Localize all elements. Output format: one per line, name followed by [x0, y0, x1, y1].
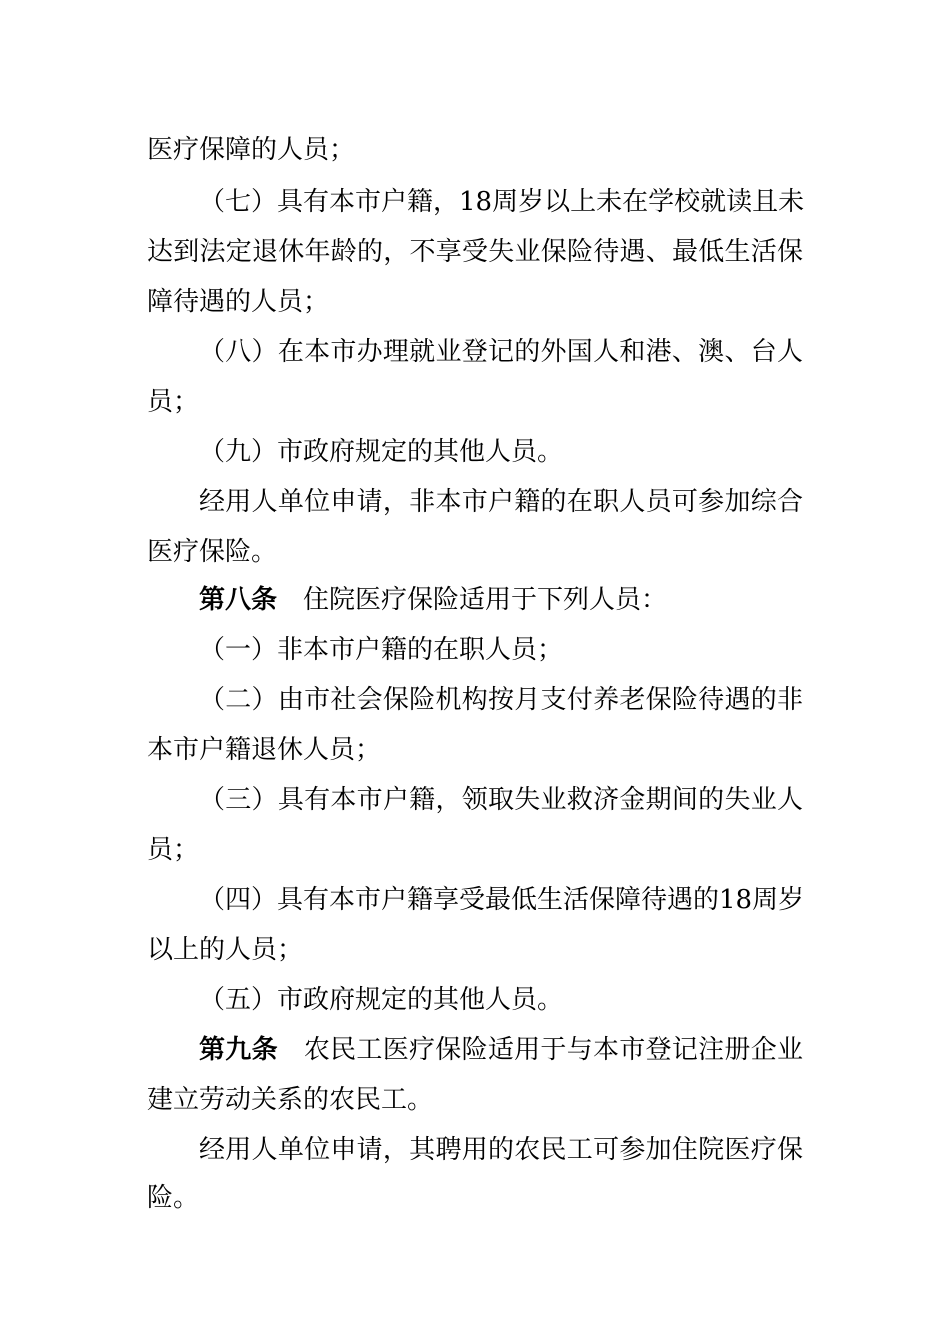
text-line: 医疗保险。	[147, 537, 278, 567]
text-line: 以上的人员；	[147, 935, 304, 965]
article-8-heading: 第八条	[199, 585, 278, 615]
text-line: 员；	[147, 835, 200, 865]
article-9-text: 农民工医疗保险适用于与本市登记注册企业	[303, 1035, 803, 1065]
text-line: （四）具有本市户籍享受最低生活保障待遇的18周岁	[199, 885, 805, 915]
text-line: 险。	[147, 1183, 200, 1213]
article-9-line	[199, 1024, 803, 1076]
text-line: 建立劳动关系的农民工。	[147, 1085, 434, 1115]
article-8-text: 住院医疗保险适用于下列人员：	[303, 585, 668, 615]
text-line: （八）在本市办理就业登记的外国人和港、澳、台人	[199, 337, 803, 367]
text-line: （一）非本市户籍的在职人员；	[199, 635, 564, 665]
text-line: （七）具有本市户籍，18周岁以上未在学校就读且未	[199, 187, 805, 217]
text-line: （三）具有本市户籍，领取失业救济金期间的失业人	[199, 785, 803, 815]
text-line: 本市户籍退休人员；	[147, 735, 382, 765]
text-line: （九）市政府规定的其他人员。	[199, 437, 564, 467]
text-line: 医疗保障的人员；	[147, 135, 356, 165]
text-line: 障待遇的人员；	[147, 287, 330, 317]
text-line: （二）由市社会保险机构按月支付养老保险待遇的非	[199, 685, 803, 715]
article-8-line	[199, 574, 803, 626]
text-line: 员；	[147, 387, 200, 417]
text-line: 达到法定退休年龄的，不享受失业保险待遇、最低生活保	[147, 237, 803, 267]
text-line: （五）市政府规定的其他人员。	[199, 985, 564, 1015]
text-line: 经用人单位申请，非本市户籍的在职人员可参加综合	[199, 487, 803, 517]
text-line: 经用人单位申请，其聘用的农民工可参加住院医疗保	[199, 1135, 803, 1165]
article-9-heading: 第九条	[199, 1035, 278, 1065]
